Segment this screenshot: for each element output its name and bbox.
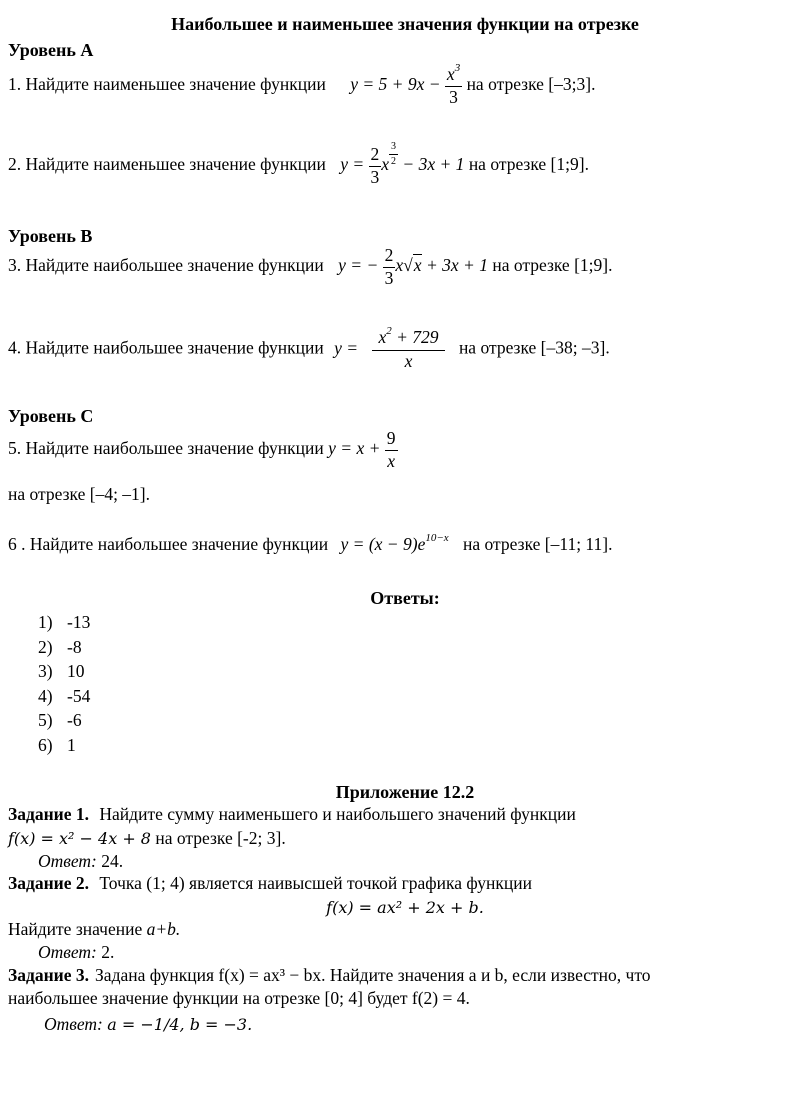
- task-1-text: Найдите сумму наименьшего и наибольшего значений функции: [99, 804, 576, 824]
- task-3-text: Задана функция f(x) = ax³ − bx. Найдите значения a и b, если известно, что: [95, 965, 651, 985]
- problem-6-prefix: 6 . Найдите наибольшее значение функции: [8, 534, 329, 554]
- problem-1-formula: y = 5 + 9x − $\frac{x^3}{3}$: [350, 62, 461, 107]
- problem-2-formula: y = $\frac{2}{3}$ x $\frac{3}{2}$ − 3x + 1: [340, 140, 469, 187]
- answer-item: 2) -8: [38, 636, 82, 657]
- problem-4-prefix: 4. Найдите наибольшее значение функции: [8, 337, 324, 358]
- task-3-answer: Ответ: a = −1/4, b = −3.: [44, 1014, 253, 1034]
- answer-item: 6) 1: [38, 734, 76, 755]
- task-2-line3: Найдите значение a+b.: [8, 919, 181, 939]
- problem-6-formula: $y = (x - 9)e^{10-x}$: [340, 532, 449, 554]
- task-2-formula-line: [0, 897, 810, 918]
- problem-1-prefix: 1. Найдите наименьшее значение функции: [8, 74, 326, 95]
- problem-4: [8, 325, 610, 371]
- task-1-formula-suffix: на отрезке [-2; 3].: [155, 828, 286, 848]
- problem-2-prefix: 2. Найдите наименьшее значение функции: [8, 154, 326, 175]
- problem-5-suffix: на отрезке [–4; –1].: [8, 484, 151, 504]
- problem-3-suffix: на отрезке [1;9].: [492, 255, 613, 276]
- problem-3: [8, 247, 612, 287]
- task-1: [8, 804, 576, 825]
- appendix-heading: Приложение 12.2: [335, 782, 475, 802]
- task-3-label: Задание 3.: [8, 965, 90, 985]
- task-2-text: Точка (1; 4) является наивысшей точкой графика функции: [99, 873, 532, 893]
- answers-list: [38, 610, 90, 758]
- task-1-answer: Ответ: 24.: [38, 851, 124, 871]
- task-2-formula: f(x) = ax² + 2x + b.: [326, 898, 484, 917]
- problem-5-prefix: 5. Найдите наибольшее значение функции: [8, 438, 324, 459]
- page-title: Наибольшее и наименьшее значения функции на отрезке: [171, 14, 639, 34]
- problem-5-formula: y = x + $\frac{9}{x}$: [328, 428, 396, 471]
- task-3: [8, 965, 772, 986]
- problem-6-suffix: на отрезке [–11; 11].: [463, 534, 613, 554]
- answer-item: 5) -6: [38, 710, 82, 731]
- problem-6: [8, 534, 613, 555]
- level-a-heading: Уровень А: [8, 40, 94, 60]
- problem-2: [8, 140, 589, 187]
- level-c-heading: Уровень С: [8, 406, 94, 426]
- task-1-formula: f(x) = x² − 4x + 8: [8, 829, 151, 848]
- problem-2-suffix: на отрезке [1;9].: [468, 154, 589, 175]
- answers-heading: Ответы:: [370, 588, 440, 608]
- problem-4-formula: y = $\frac{x^2 + 729}{x}$: [334, 338, 459, 358]
- task-1-formula-line: [8, 828, 286, 849]
- level-b-heading: Уровень В: [8, 226, 93, 246]
- task-1-label: Задание 1.: [8, 804, 90, 824]
- problem-1: [8, 62, 596, 107]
- answer-item: 3) 10: [38, 661, 85, 682]
- answer-item: 4) -54: [38, 685, 91, 706]
- problem-4-suffix: на отрезке [–38; –3].: [458, 337, 610, 358]
- task-2-label: Задание 2.: [8, 873, 90, 893]
- task-2: [8, 873, 532, 894]
- problem-3-prefix: 3. Найдите наибольшее значение функции: [8, 255, 324, 276]
- task-3-line2: наибольшее значение функции на отрезке [0; 4] будет f(2) = 4.: [8, 988, 470, 1008]
- answer-item: 1) -13: [38, 612, 91, 632]
- problem-1-suffix: на отрезке [–3;3].: [466, 74, 596, 95]
- problem-3-formula: y = − $\frac{2}{3}$ x√x + 3x + 1: [338, 245, 493, 288]
- problem-5: [8, 430, 398, 470]
- task-2-answer: Ответ: 2.: [38, 942, 115, 962]
